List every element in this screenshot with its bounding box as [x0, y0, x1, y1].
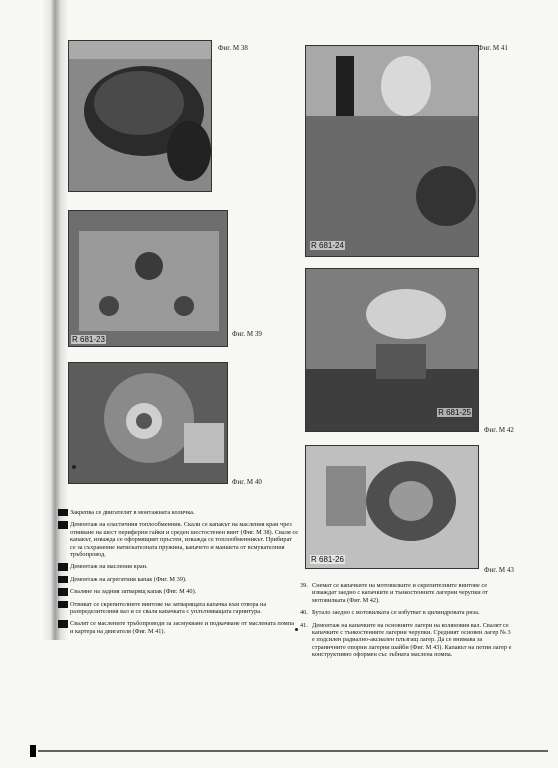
scan-speck	[72, 465, 76, 469]
paragraph-number: 41.	[300, 621, 308, 629]
paragraph-number	[58, 588, 68, 595]
paragraph	[58, 563, 298, 570]
paragraph-number	[58, 509, 68, 516]
paragraph-text: Сваляне на задния затварящ капак (Фиг. М 40).	[70, 588, 197, 596]
figure-m38-caption: Фиг. М 38	[218, 44, 248, 52]
paragraph-number	[58, 576, 68, 583]
paragraph-number	[58, 563, 68, 570]
figure-m42-label: R 681-25	[438, 408, 471, 417]
figure-m39-label: R 681-23	[72, 335, 105, 344]
left-text-column	[58, 509, 298, 640]
paragraph-text: Демонтаж на капачките на основните лагери на коляновия вал. Свалят се капачките с тънкостенните лагерни черупки. Средният основен лагер № 3 е подсилен радиално-аксиален плъзгащ лагер. Да се внимава за страничните опорни лагерни шайби (Фиг. М 43). Капакът на петия лагер е конструктивно оформен със зъбната маслена помпа.	[312, 621, 512, 659]
paragraph-number	[58, 521, 68, 528]
figure-m40-photo	[68, 362, 228, 484]
crankshaft-bearing-photo	[306, 446, 478, 568]
paragraph	[300, 582, 512, 604]
paragraph-text: Демонтаж на еластичния топлообменник. Скали се капакът на масления кран чрез отвиване на шест периферни гайки и среден шестостенен винт (Фиг. М 38). Сваля се капакът, изважда се оформящият пръстен, изважда се топлообменникът. Прибират се за съхранение натискателната пружина, капачето и маншета от всмукателния тръбопровод.	[70, 521, 299, 559]
right-text-column	[300, 582, 512, 664]
paragraph-text: Закрепва се двигателят в монтажната количка.	[70, 509, 195, 516]
scan-speck	[295, 628, 298, 631]
paragraph	[58, 576, 298, 583]
paragraph-text: Демонтаж на масления кран.	[70, 563, 148, 571]
paragraph-text: Демонтаж на агрегатния капак (Фиг. М 39).	[70, 575, 187, 583]
paragraph	[58, 521, 298, 558]
scan-edge-line	[38, 750, 548, 752]
paragraph-number: 39.	[300, 582, 308, 589]
paragraph-number: 40.	[300, 609, 308, 617]
figure-m43-caption: Фиг. М 43	[484, 566, 514, 574]
paragraph-text: Свалят се маслените тръбопроводи за засмукване и подкачване от маслената помпа и картера на двигателя (Фиг. М 41).	[70, 620, 294, 635]
paragraph	[300, 609, 512, 616]
oil-pipe-removal-photo	[306, 46, 478, 256]
figure-m42-photo	[305, 268, 479, 432]
connecting-rod-photo	[306, 269, 478, 431]
paragraph	[58, 509, 298, 516]
figure-m38-photo	[68, 40, 212, 192]
figure-m41-photo	[305, 45, 479, 257]
paragraph-number	[58, 601, 68, 608]
figure-m39-caption: Фиг. М 39	[232, 330, 262, 338]
figure-m43-photo	[305, 445, 479, 569]
figure-m41-label: R 681-24	[311, 241, 344, 250]
paragraph	[58, 601, 298, 616]
paragraph-text: Бутало заедно с мотовилката се избутват в цилиндровата риза.	[312, 609, 480, 617]
figure-m39-photo	[68, 210, 228, 347]
figure-m41-caption: Фиг. М 41	[478, 44, 508, 52]
oil-filter-photo	[69, 41, 211, 191]
paragraph	[300, 622, 512, 659]
paragraph	[58, 588, 298, 595]
figure-m43-label: R 681-26	[311, 555, 344, 564]
rear-cover-photo	[69, 363, 227, 483]
paragraph-text: Снемат се капачките на мотовилките и скрепителните винтове се изваждат заедно с капачките и тънкостенните лагерни черупки от мотовилката (Фиг. М 42).	[312, 582, 489, 604]
figure-m40-caption: Фиг. М 40	[232, 478, 262, 486]
paragraph	[58, 620, 298, 635]
paragraph-number	[58, 620, 68, 627]
engine-block-photo	[69, 211, 227, 346]
paragraph-text: Отвиват се скрепителните винтове на затварящата капачка към отвора на разпределителния вал и се сваля капачката с уплътняващата гарнитура.	[70, 600, 267, 616]
scan-edge-mark	[30, 745, 36, 757]
figure-m42-caption: Фиг. М 42	[484, 426, 514, 434]
